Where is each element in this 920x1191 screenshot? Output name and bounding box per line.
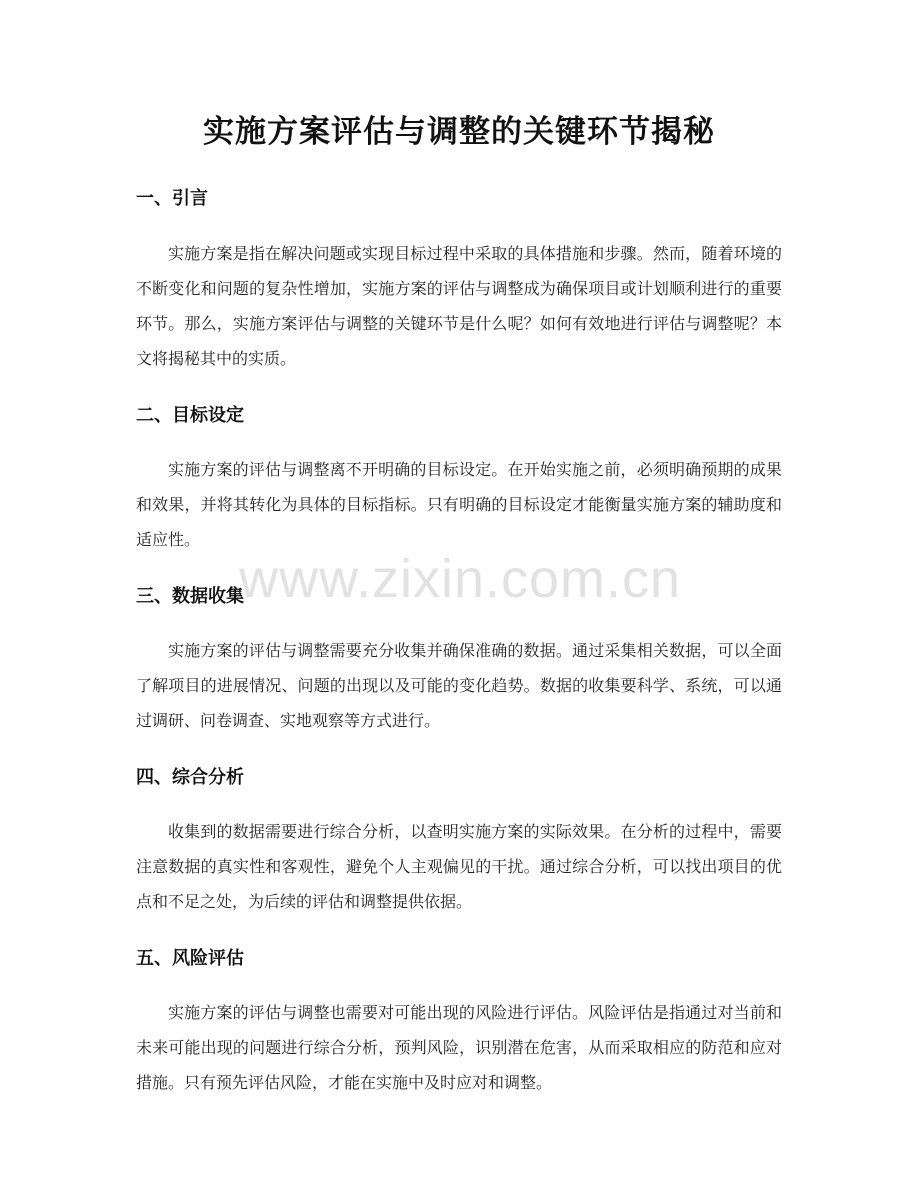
section-risk-assessment <box>136 944 782 1100</box>
section-heading: 五、风险评估 <box>136 948 244 969</box>
section-introduction <box>136 184 782 376</box>
section-heading: 二、目标设定 <box>136 405 244 426</box>
section-heading: 三、数据收集 <box>136 586 244 607</box>
watermark-text: www.zixin.com.cn <box>238 549 682 609</box>
section-paragraph: 收集到的数据需要进行综合分析，以查明实施方案的实际效果。在分析的过程中，需要注意数据的真实性和客观性，避免个人主观偏见的干扰。通过综合分析，可以找出项目的优点和不足之处，为后续的评估和调整提供依据。 <box>136 822 782 911</box>
section-data-collection <box>136 582 782 738</box>
section-paragraph: 实施方案的评估与调整离不开明确的目标设定。在开始实施之前，必须明确预期的成果和效果，并将其转化为具体的目标指标。只有明确的目标设定才能衡量实施方案的辅助度和适应性。 <box>136 460 782 549</box>
document-title: 实施方案评估与调整的关键环节揭秘 <box>203 114 715 150</box>
section-paragraph: 实施方案的评估与调整也需要对可能出现的风险进行评估。风险评估是指通过对当前和未来可能出现的问题进行综合分析，预判风险，识别潜在危害，从而采取相应的防范和应对措施。只有预先评估风险，才能在实施中及时应对和调整。 <box>136 1003 782 1092</box>
section-paragraph: 实施方案是指在解决问题或实现目标过程中采取的具体措施和步骤。然而，随着环境的不断变化和问题的复杂性增加，实施方案的评估与调整成为确保项目或计划顺利进行的重要环节。那么，实施方案评估与调整的关键环节是什么呢？如何有效地进行评估与调整呢？本文将揭秘其中的实质。 <box>136 244 782 368</box>
section-comprehensive-analysis <box>136 763 782 919</box>
section-goal-setting <box>136 401 782 557</box>
section-heading: 四、综合分析 <box>136 767 244 788</box>
section-paragraph: 实施方案的评估与调整需要充分收集并确保准确的数据。通过采集相关数据，可以全面了解项目的进展情况、问题的出现以及可能的变化趋势。数据的收集要科学、系统，可以通过调研、问卷调查、实地观察等方式进行。 <box>136 641 782 730</box>
section-heading: 一、引言 <box>136 188 208 209</box>
